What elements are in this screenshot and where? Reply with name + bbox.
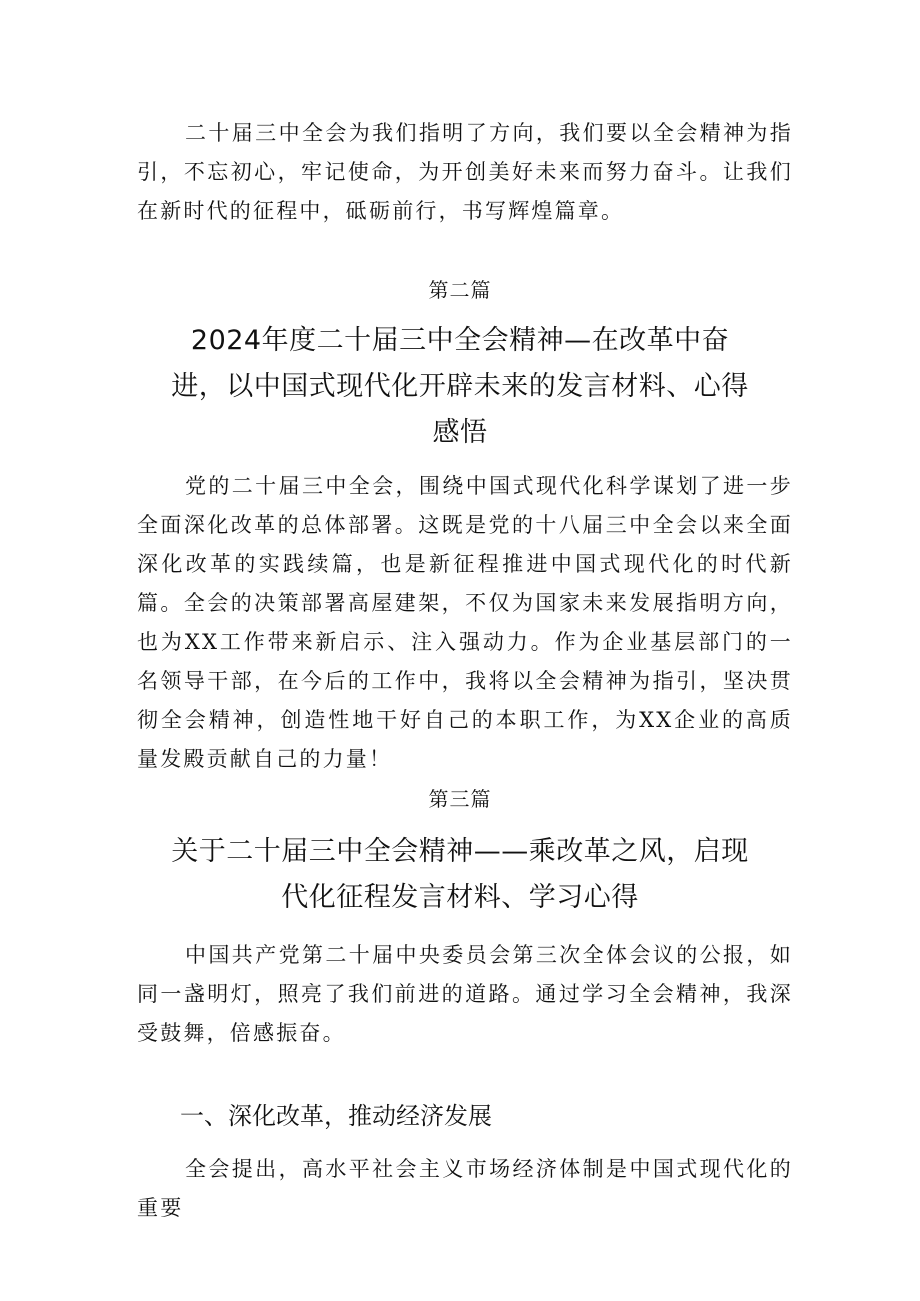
section-3-last-paragraph: 全会提出，高水平社会主义市场经济体制是中国式现代化的重要	[137, 1157, 793, 1220]
section-2-paragraph: 党的二十届三中全会，围绕中国式现代化科学谋划了进一步全面深化改革的总体部署。这既是党的十八届三中全会以来全面深化改革的实践续篇，也是新征程推进中国式现代化的时代新篇。全会的决策部署高屋建架，不仅为国家未来发展指明方向，也为XX工作带来新启示、注入强动力。作为企业基层部门的一名领导干部，在今后的工作中，我将以全会精神为指引，坚决贯彻全会精神，创造性地干好自己的本职工作，为XX企业的高质量发殿贡献自己的力量！	[137, 474, 793, 771]
section-3-paragraph: 中国共产党第二十届中央委员会第三次全体会议的公报，如同一盏明灯，照亮了我们前进的道路。通过学习全会精神，我深受鼓舞，倍感振奋。	[137, 943, 793, 1045]
intro-paragraph: 二十届三中全会为我们指明了方向，我们要以全会精神为指引，不忘初心，牢记使命，为开创美好未来而努力奋斗。让我们在新时代的征程中，砥砺前行，书写辉煌篇章。	[137, 121, 793, 223]
section-3-title: 关于二十届三中全会精神——乘改革之风，启现代化征程发言材料、学习心得	[171, 836, 749, 913]
section-3-label: 第三篇	[428, 787, 492, 811]
section-3-subheading: 一、深化改革，推动经济发展	[180, 1102, 492, 1130]
section-2-label: 第二篇	[428, 278, 492, 302]
section-2-title: 2024年度二十届三中全会精神—在改革中奋进，以中国式现代化开辟未来的发言材料、心得感悟	[171, 325, 749, 448]
